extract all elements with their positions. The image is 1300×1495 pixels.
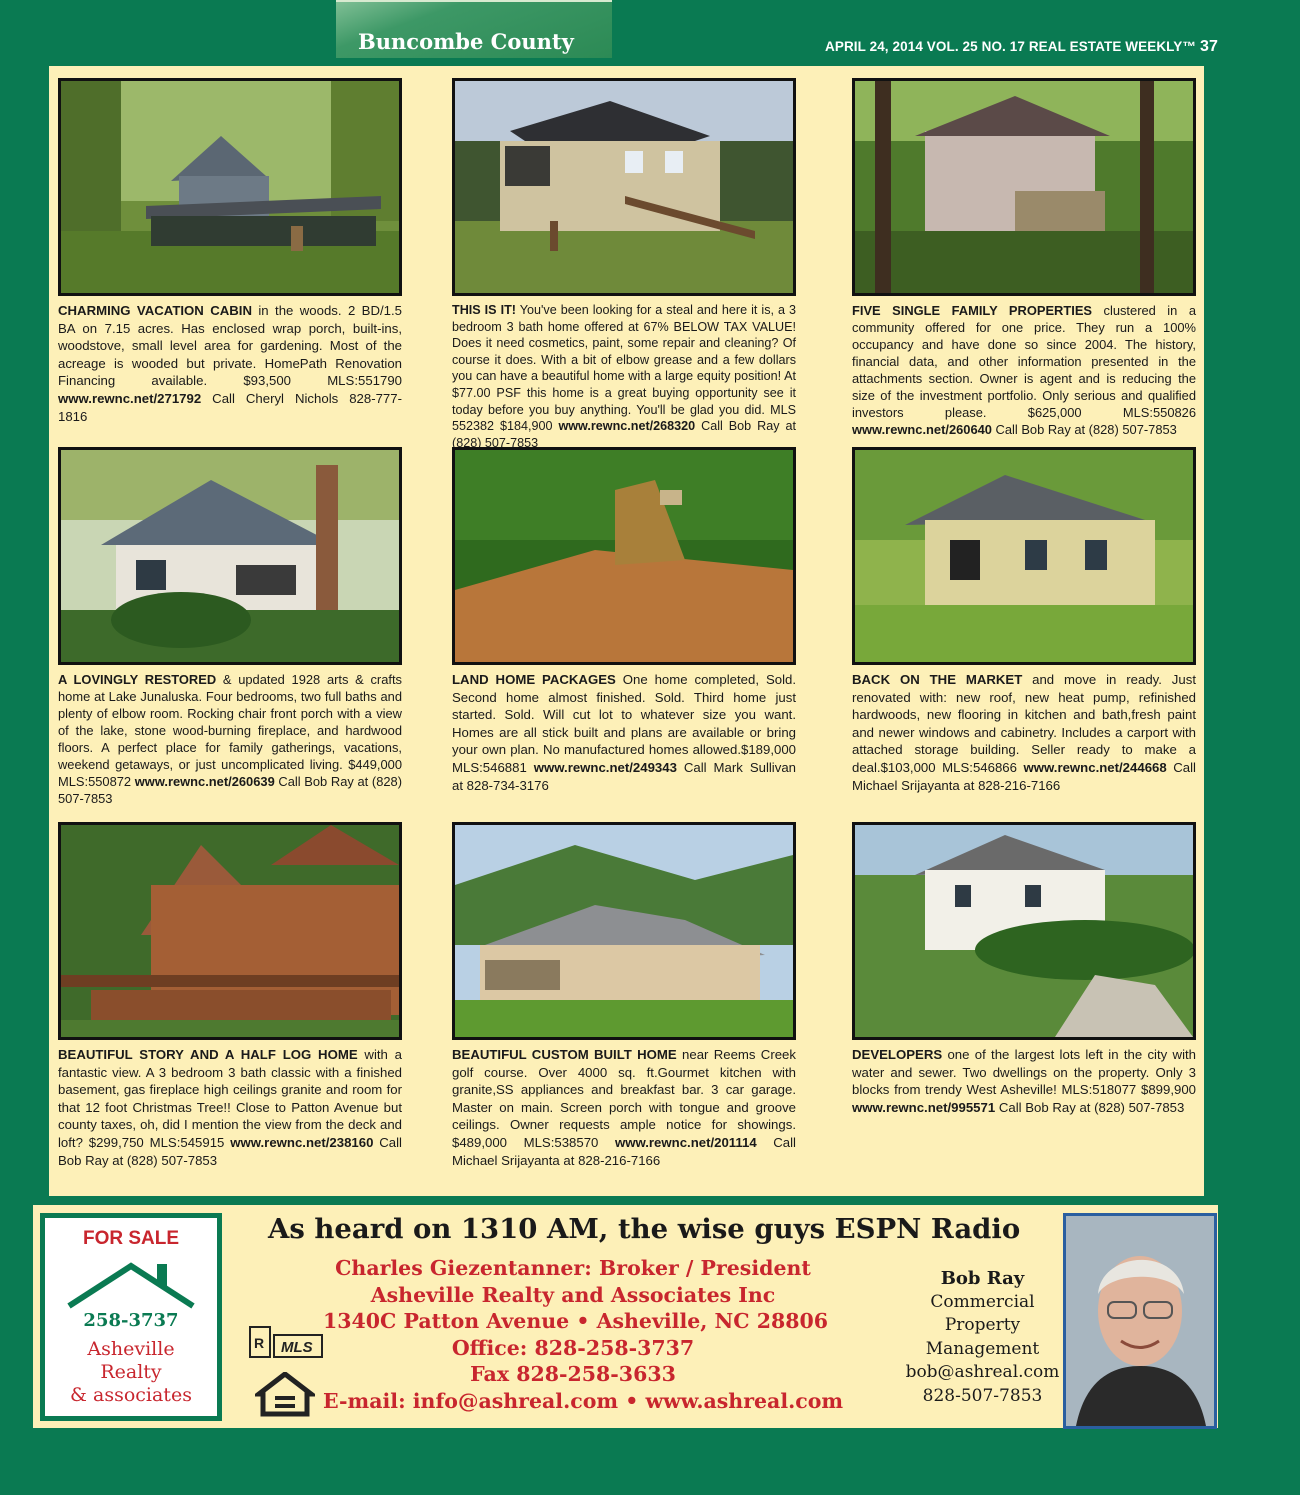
listing-photo-custom-home [452,822,796,1040]
listing-contact: Call Cheryl Nichols 828-777-1816 [58,390,402,424]
listing-card [58,447,402,807]
listing-link[interactable]: www.rewnc.net/268320 [558,419,696,434]
listing-card [58,822,402,1169]
listing-contact: Call Bob Ray at (828) 507-7853 [991,422,1177,437]
listing-link[interactable]: www.rewnc.net/995571 [852,1099,996,1115]
listing-link[interactable]: www.rewnc.net/238160 [230,1134,374,1150]
listing-link[interactable]: www.rewnc.net/260639 [134,774,275,789]
listing-text [452,302,796,451]
listing-body: near Reems Creek golf course. Over 4000 sq. ft.Gourmet kitchen with granite,SS appliances and breakfast bar. 3 car garage. Master on main. Screen porch with tongue and groove ceilings. Owner requests ample notice for showings. $489,000 MLS:538570 [452,1047,796,1150]
listing-headline: DEVELOPERS [852,1047,943,1062]
listing-card [452,822,796,1169]
listing-body: One home completed, Sold. Second home almost finished. Sold. Third home just started. Sold. Will cut lot to whatever size you want. Homes are all stick built and plans are available or bring your own plan. No manufactured homes allowed.$189,000 MLS:546881 [452,672,797,775]
listing-text [58,671,402,807]
equal-housing-icon [255,1372,315,1427]
listing-card [452,78,796,451]
email-web[interactable]: E-mail: info@ashreal.com • www.ashreal.com [323,1388,844,1413]
house-roof-icon [65,1260,197,1310]
listing-body: in the woods. 2 BD/1.5 BA on 7.15 acres. Has enclosed wrap porch, built-ins, woodstove, small level area for gardening. Most of the acreage is wooded but private. HomePath Renovation Financing available. $93,500 MLS:551790 [58,303,402,389]
fax-number: Fax 828-258-3633 [470,1362,676,1386]
listing-photo-cabin [58,78,402,296]
listing-contact: Call Bob Ray at (828) 507-7853 [58,774,402,806]
radio-headline: As heard on 1310 AM, the wise guys ESPN Radio [268,1213,1021,1245]
listing-photo-back-on-market [852,447,1196,665]
listing-card [58,78,402,425]
listing-card [852,78,1196,438]
agent-phone: 828-507-7853 [922,1385,1043,1406]
listing-photo-five-properties [852,78,1196,296]
listing-contact: Call Mark Sullivan at 828-734-3176 [452,759,797,793]
listing-link[interactable]: www.rewnc.net/201114 [614,1134,757,1150]
listing-contact: Call Bob Ray at (828) 507-7853 [58,1134,402,1168]
agent-name: Bob Ray [940,1268,1025,1289]
company-logo [40,1213,222,1421]
listing-body: & updated 1928 arts & crafts home at Lake Junaluska. Four bedrooms, two full baths and plenty of elbow room. Rocking chair front porch with a view of the lake, stone wood-burning fireplace, and hardwood floors. A perfect place for family gatherings, vacations, weekend getaways, or just uncomplicated living. $449,000 MLS:550872 [58,672,402,789]
broker-contact [323,1255,844,1414]
listing-text [452,1046,796,1169]
listing-body: with a fantastic view. A 3 bedroom 3 bath classic with a finished basement, gas fireplace high ceilings granite and room for that 12 foot Christmas Tree!! Close to Patton Avenue but county taxes, oh, did I mention the view from the deck and loft? $299,750 MLS:545915 [58,1047,402,1150]
listing-headline: A LOVINGLY RESTORED [58,672,217,687]
listing-photo-developers [852,822,1196,1040]
agent-info: Bob Ray Commercial Property Management bob@ashreal.com 828-507-7853 [905,1267,1060,1408]
listing-body: one of the largest lots left in the city with water and sewer. Two dwellings on the property. Only 3 blocks from trendy West Asheville! MLS:518077 $899,900 [852,1047,1196,1098]
company-name: Asheville Realty and Associates Inc [370,1282,776,1307]
page-number: 37 [1200,38,1218,55]
listing-card [452,447,796,794]
masthead [825,38,1218,56]
listing-headline: FIVE SINGLE FAMILY PROPERTIES [852,303,1093,318]
listing-link[interactable]: www.rewnc.net/244668 [1023,759,1167,775]
logo-for-sale: FOR SALE [82,1228,180,1249]
section-title: Buncombe County [358,29,574,54]
listing-link[interactable]: www.rewnc.net/260640 [852,422,992,437]
listings-panel [49,66,1204,1196]
listing-contact: Call Michael Srijayanta at 828-216-7166 [852,759,1196,793]
listing-card [852,447,1196,794]
listing-text [452,671,796,794]
listing-contact: Call Bob Ray at (828) 507-7853 [452,419,796,450]
listing-headline: LAND HOME PACKAGES [452,672,616,687]
listing-body: You've been looking for a steal and here it is, a 3 bedroom 3 bath home offered at 67% BELOW TAX VALUE! Does it need cosmetics, paint, some repair and cleaning? Of course it does. With a bit of elbow grease and a few dollars you can have a beautiful home with a large equity position! At $77.00 PSF this home is a great buying opportunity see it today before you buy anything. You'll be glad you did. MLS 552382 $184,900 [452,303,797,434]
agent-email[interactable]: bob@ashreal.com [905,1362,1060,1382]
listing-photo-this-is-it [452,78,796,296]
listing-body: and move in ready. Just renovated with: new roof, new heat pump, refinished hardwoods, new flooring in kitchen and bath,fresh paint and newer windows and cabinetry. Includes a carport with attached storage building. Seller ready to make a deal.$103,000 MLS:546866 [852,672,1196,775]
broker-advertisement [33,1205,1218,1428]
listing-text [852,302,1196,438]
svg-text:R: R [254,1335,265,1351]
listing-photo-land [452,447,796,665]
broker-name: Charles Giezentanner: Broker / President [335,1256,811,1280]
listing-contact: Call Bob Ray at (828) 507-7853 [995,1099,1185,1115]
listing-headline: CHARMING VACATION CABIN [58,303,252,318]
listing-photo-restored [58,447,402,665]
listing-contact: Call Michael Srijayanta at 828-216-7166 [452,1134,796,1168]
company-address: 1340C Patton Avenue • Asheville, NC 28806 [323,1309,829,1333]
svg-text:MLS: MLS [281,1339,313,1356]
listing-headline: THIS IS IT! [452,303,516,317]
issue-info: APRIL 24, 2014 VOL. 25 NO. 17 REAL ESTATE WEEKLY™ [824,39,1196,54]
realtor-mls-icon [248,1323,326,1366]
section-tab [336,0,612,58]
agent-portrait [1063,1213,1217,1429]
logo-company-name: Asheville Realty & associates [70,1338,192,1406]
listing-text [852,671,1196,794]
listing-text [58,302,402,425]
office-phone: Office: 828-258-3737 [451,1335,695,1360]
listing-headline: BEAUTIFUL CUSTOM BUILT HOME [452,1047,677,1062]
listing-body: clustered in a community offered for one price. They run a 100% occupancy and have done so since 2004. The history, financial data, and other information presented in the attachments section. Owner is agent and is reducing the size of the investment portfolio. Only serious and qualified investors please. $625,000 MLS:550826 [852,303,1196,420]
listing-photo-log-home [58,822,402,1040]
listing-headline: BEAUTIFUL STORY AND A HALF LOG HOME [58,1047,358,1062]
listing-card [852,822,1196,1116]
logo-phone: 258-3737 [83,1310,179,1331]
listing-headline: BACK ON THE MARKET [852,672,1023,687]
listing-link[interactable]: www.rewnc.net/249343 [533,759,677,775]
listing-link[interactable]: www.rewnc.net/271792 [58,390,202,406]
listing-text [852,1046,1196,1116]
listing-text [58,1046,402,1169]
